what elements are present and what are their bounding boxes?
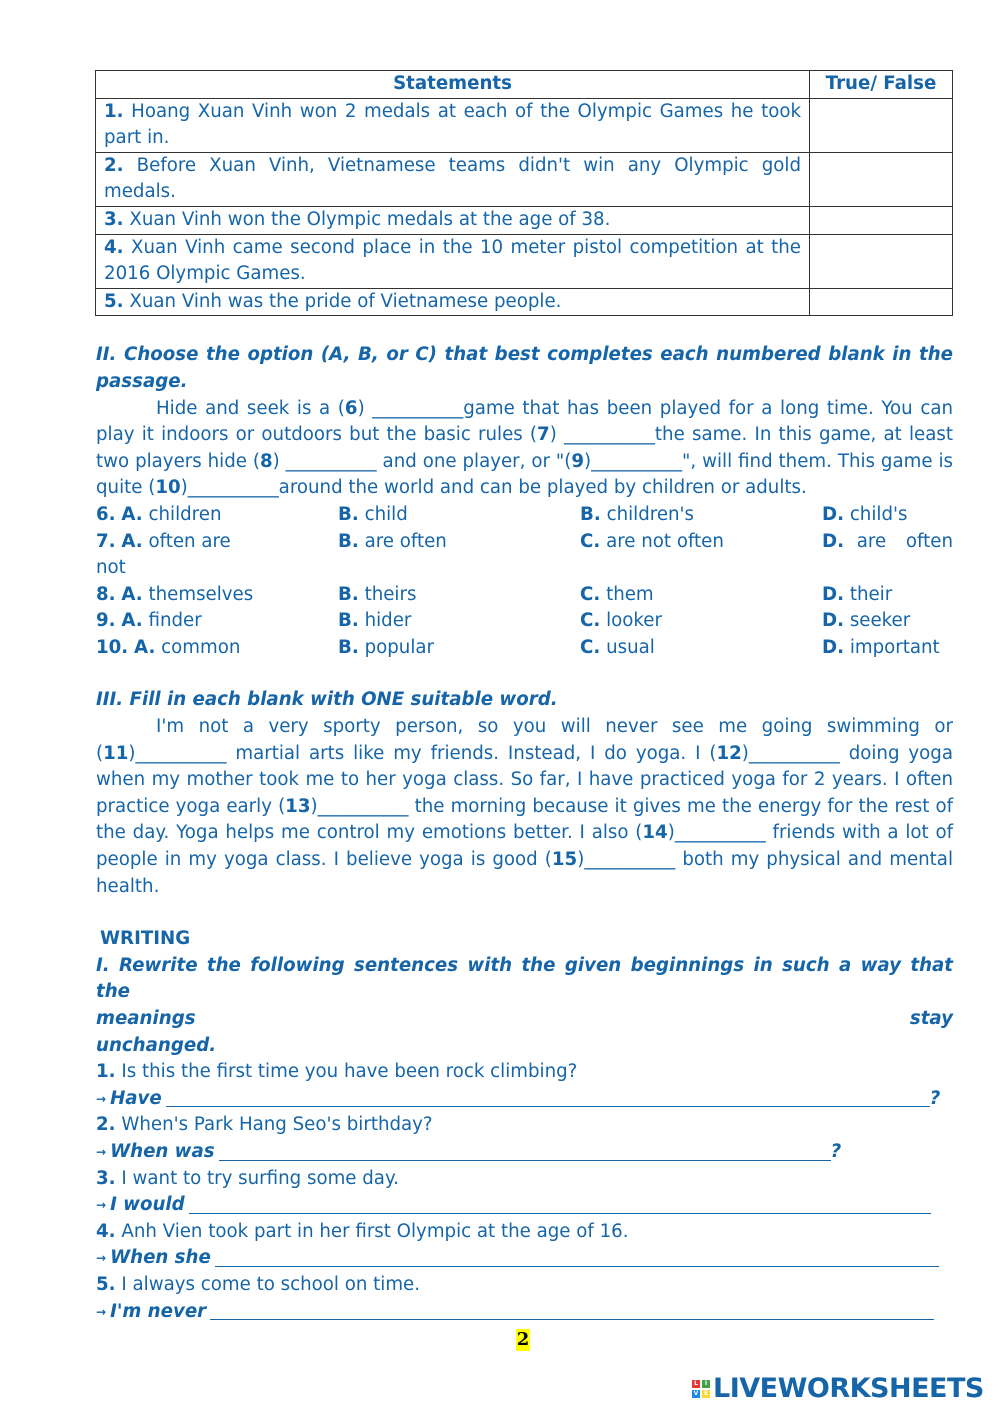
answer-input[interactable] xyxy=(219,1140,831,1161)
logo-letter: I xyxy=(702,1380,710,1388)
option-a[interactable]: 7. A. often are xyxy=(96,530,231,552)
option-d-overflow: not xyxy=(96,557,126,579)
rewrite-item: 2. When's Park Hang Seo's birthday? xyxy=(96,1114,433,1136)
statement-text: Xuan Vinh was the pride of Vietnamese people. xyxy=(129,290,562,312)
rewrite-item: 3. I want to try surfing some day. xyxy=(96,1167,399,1189)
option-d[interactable]: D. seeker xyxy=(822,610,911,632)
question-row xyxy=(96,582,953,609)
question-row xyxy=(96,635,953,662)
answer-cell[interactable] xyxy=(810,206,953,234)
question-row xyxy=(96,529,953,556)
answer-input[interactable] xyxy=(210,1299,934,1320)
writing-heading: WRITING xyxy=(100,928,191,950)
option-c[interactable]: C. looker xyxy=(580,610,662,632)
answer-cell[interactable] xyxy=(810,98,953,152)
option-a[interactable]: 6. A. children xyxy=(96,503,222,525)
statement-cell xyxy=(96,288,810,316)
option-a[interactable]: 8. A. themselves xyxy=(96,583,254,605)
option-b[interactable]: B. theirs xyxy=(338,583,417,605)
rewrite-item: 5. I always come to school on time. xyxy=(96,1273,421,1295)
writing-title: I. Rewrite the following sentences with the given beginnings in such a way that the meanings stay unchanged. xyxy=(96,954,953,1056)
logo-letter: E xyxy=(703,1390,709,1398)
option-b[interactable]: B. popular xyxy=(338,636,434,658)
statement-number: 1. xyxy=(104,100,124,122)
option-c[interactable]: C. are not often xyxy=(580,530,724,552)
rewrite-item: 4. Anh Vien took part in her first Olympic at the age of 16. xyxy=(96,1220,629,1242)
statement-text: Xuan Vinh won the Olympic medals at the age of 38. xyxy=(129,208,611,230)
logo-letter: L xyxy=(692,1380,700,1388)
statement-text: Hoang Xuan Vinh won 2 medals at each of the Olympic Games he took part in. xyxy=(104,100,801,149)
section-3-title: III. Fill in each blank with ONE suitable word. xyxy=(96,689,558,711)
question-row xyxy=(96,502,953,529)
worksheet-page xyxy=(96,70,953,1325)
answer-line: → Have ? xyxy=(96,1086,953,1113)
question-list xyxy=(96,502,953,662)
option-a[interactable]: 10. A. common xyxy=(96,636,241,658)
table-header-row xyxy=(96,71,953,99)
option-d[interactable]: D. important xyxy=(822,636,940,658)
answer-input[interactable] xyxy=(166,1086,930,1107)
section-3-passage: I'm not a very sporty person, so you will never see me going swimming or (11)__________ martial arts like my friends. Instead, I do yoga. I (12)__________ doing yoga when my mother took me to her yoga class. So far, I have practiced yoga for 2 years. I often practice yoga early (13)__________ the morning because it gives me the energy for the rest of the day. Yoga helps me control my emotions better. I also (14)__________ friends with a lot of people in my yoga class. I believe yoga is good (15)__________ both my physical and mental health. xyxy=(96,716,953,897)
question-row xyxy=(96,608,953,635)
table-row xyxy=(96,234,953,288)
statement-cell xyxy=(96,152,810,206)
answer-line: → I would xyxy=(96,1192,953,1219)
option-a[interactable]: 9. A. finder xyxy=(96,610,202,632)
statement-number: 2. xyxy=(104,154,124,176)
statement-cell xyxy=(96,98,810,152)
answer-line: → When she xyxy=(96,1245,953,1272)
arrow-icon: → xyxy=(96,1198,107,1213)
liveworksheets-logo xyxy=(692,1373,984,1404)
rewrite-item: 1. Is this the first time you have been rock climbing? xyxy=(96,1061,578,1083)
answer-line: → When was ? xyxy=(96,1139,953,1166)
table-row xyxy=(96,288,953,316)
arrow-icon: → xyxy=(96,1304,107,1319)
logo-grid-icon xyxy=(692,1380,710,1398)
statement-number: 4. xyxy=(104,236,124,258)
arrow-icon: → xyxy=(96,1144,107,1159)
option-c[interactable]: C. usual xyxy=(580,636,655,658)
table-row xyxy=(96,152,953,206)
option-c[interactable]: B. children's xyxy=(580,503,695,525)
statement-text: Before Xuan Vinh, Vietnamese teams didn't win any Olympic gold medals. xyxy=(104,154,801,203)
option-c[interactable]: C. them xyxy=(580,583,654,605)
option-b[interactable]: B. child xyxy=(338,503,408,525)
option-b[interactable]: B. are often xyxy=(338,530,447,552)
section-2-title: II. Choose the option (A, B, or C) that best completes each numbered blank in the passage. xyxy=(96,344,953,392)
answer-cell[interactable] xyxy=(810,234,953,288)
answer-cell[interactable] xyxy=(810,152,953,206)
statement-text: Xuan Vinh came second place in the 10 meter pistol competition at the 2016 Olympic Games. xyxy=(104,236,801,285)
logo-text: LIVEWORKSHEETS xyxy=(713,1373,984,1404)
answer-line: → I'm never xyxy=(96,1299,953,1326)
answer-input[interactable] xyxy=(215,1246,939,1267)
logo-letter: V xyxy=(693,1390,699,1398)
option-d[interactable]: D. their xyxy=(822,583,893,605)
true-false-table xyxy=(95,70,953,316)
statement-number: 5. xyxy=(104,290,124,312)
statement-cell xyxy=(96,234,810,288)
option-b[interactable]: B. hider xyxy=(338,610,412,632)
true-false-header: True/ False xyxy=(810,71,953,99)
arrow-icon: → xyxy=(96,1091,107,1106)
statement-cell xyxy=(96,206,810,234)
statements-header: Statements xyxy=(96,71,810,99)
arrow-icon: → xyxy=(96,1251,107,1266)
option-d[interactable]: D. are often xyxy=(822,530,953,552)
answer-cell[interactable] xyxy=(810,288,953,316)
page-number: 2 xyxy=(516,1329,530,1350)
option-d[interactable]: D. child's xyxy=(822,503,908,525)
table-row xyxy=(96,98,953,152)
section-2-passage: Hide and seek is a (6) __________game that has been played for a long time. You can play it indoors or outdoors but the basic rules (7) __________the same. In this game, at least two players hide (8) __________ and one player, or "(9)__________", will find them. This game is quite (10)__________around the world and can be played by children or adults. xyxy=(96,397,953,499)
table-row xyxy=(96,206,953,234)
statement-number: 3. xyxy=(104,208,124,230)
answer-input[interactable] xyxy=(189,1193,931,1214)
